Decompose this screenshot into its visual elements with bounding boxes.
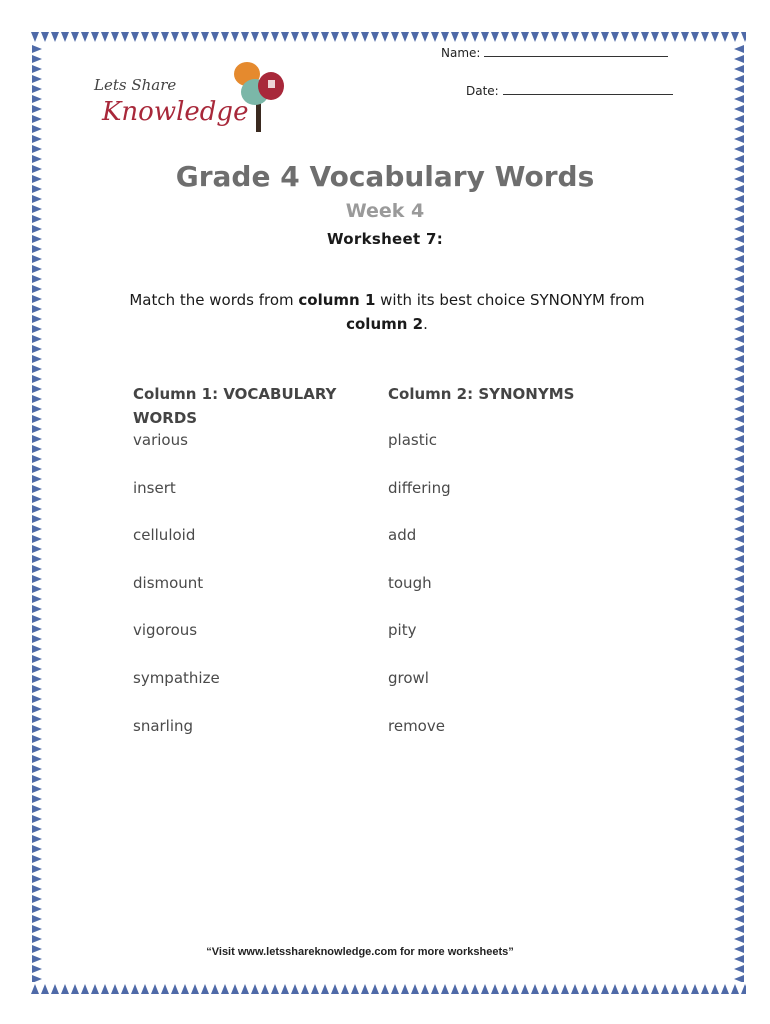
name-blank-line[interactable] <box>484 55 668 57</box>
worksheet-label: Worksheet 7: <box>326 230 444 248</box>
instructions-text-1: Match the words from <box>129 291 299 309</box>
footer-note: “Visit www.letsshareknowledge.com for more worksheets” <box>206 946 514 958</box>
vocabulary-word: sympathize <box>133 668 220 687</box>
instructions-bold-2: column 2 <box>346 315 424 333</box>
instructions-text-2: with its best choice SYNONYM from <box>375 291 645 309</box>
date-field[interactable] <box>466 84 673 98</box>
date-label: Date: <box>466 84 499 98</box>
instructions <box>100 288 674 336</box>
synonym-word: remove <box>388 716 445 735</box>
synonym-word: tough <box>388 573 432 592</box>
name-label: Name: <box>441 46 481 60</box>
vocabulary-word: snarling <box>133 716 194 735</box>
vocabulary-word: vigorous <box>133 621 198 640</box>
lets-share-knowledge-logo <box>92 58 302 138</box>
svg-text:Lets Share: Lets Share <box>94 76 177 94</box>
date-blank-line[interactable] <box>503 93 673 95</box>
bottom-triangle-border <box>30 982 746 996</box>
synonym-word: plastic <box>388 431 437 449</box>
vocabulary-word: dismount <box>133 573 204 592</box>
synonym-word: pity <box>388 621 417 640</box>
column-1-heading: Column 1: VOCABULARY WORDS <box>133 385 337 427</box>
synonym-word: growl <box>388 668 429 687</box>
instructions-text-3: . <box>423 315 428 333</box>
vocabulary-word: various <box>133 431 188 449</box>
week-subtitle: Week 4 <box>345 200 425 222</box>
instructions-bold-1: column 1 <box>298 291 376 309</box>
column-2-heading: Column 2: SYNONYMS <box>388 385 575 403</box>
svg-text:Knowledge: Knowledge <box>102 97 249 127</box>
vocabulary-word: celluloid <box>133 526 196 545</box>
vocabulary-list <box>133 428 353 761</box>
synonyms-list <box>388 428 608 761</box>
synonym-word: differing <box>388 478 451 497</box>
name-field[interactable] <box>441 46 668 60</box>
synonym-word: add <box>388 526 417 545</box>
top-triangle-border <box>30 30 746 44</box>
vocabulary-word: insert <box>133 478 176 497</box>
page-title: Grade 4 Vocabulary Words <box>175 160 595 193</box>
